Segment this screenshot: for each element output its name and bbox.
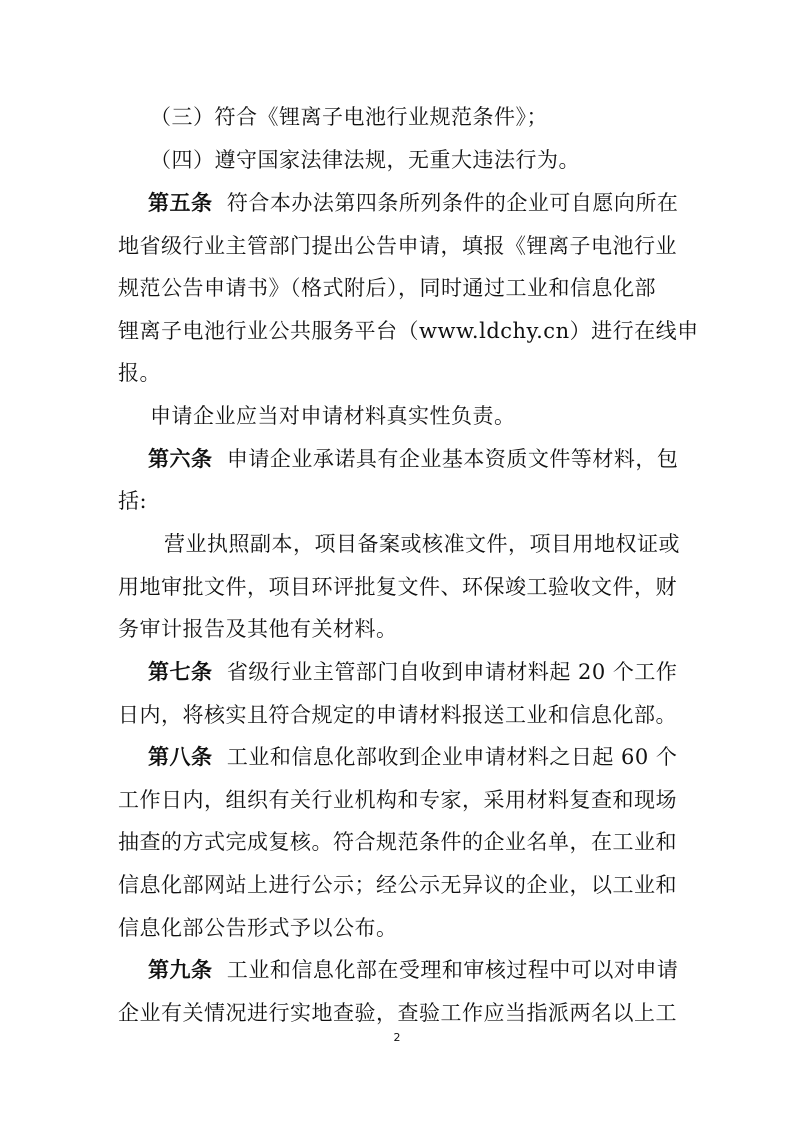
article-5-line-6: 申请企业应当对申请材料真实性负责。 <box>150 404 516 428</box>
article-7-text-1: 省级行业主管部门自收到申请材料起 20 个工作 <box>226 660 678 684</box>
clause-4: （四）遵守国家法律法规，无重大违法行为。 <box>150 148 580 172</box>
article-9-line-2: 企业有关情况进行实地查验，查验工作应当指派两名以上工 <box>118 1001 677 1025</box>
article-6-text-1: 申请企业承诺具有企业基本资质文件等材料，包 <box>226 447 679 471</box>
article-6-line-3: 营业执照副本，项目备案或核准文件，项目用地权证或 <box>164 532 680 556</box>
article-9-line-1 <box>148 956 708 984</box>
article-5-text-1: 符合本办法第四条所列条件的企业可自愿向所在 <box>226 191 679 215</box>
article-6-heading: 第六条 <box>148 446 213 471</box>
article-5-line-5: 报。 <box>118 361 161 385</box>
article-6-line-4: 用地审批文件，项目环评批复文件、环保竣工验收文件，财 <box>118 575 677 599</box>
article-8-line-4: 信息化部网站上进行公示；经公示无异议的企业，以工业和 <box>118 873 677 897</box>
clause-3: （三）符合《锂离子电池行业规范条件》； <box>150 105 548 129</box>
article-5-heading: 第五条 <box>148 190 213 215</box>
article-8-heading: 第八条 <box>148 744 213 769</box>
article-5-line-3: 规范公告申请书》（格式附后），同时通过工业和信息化部 <box>118 276 656 300</box>
page-number: 2 <box>393 1031 401 1044</box>
article-8-line-3: 抽查的方式完成复核。符合规范条件的企业名单，在工业和 <box>118 830 677 854</box>
article-8-text-1: 工业和信息化部收到企业申请材料之日起 60 个 <box>226 745 678 769</box>
article-8-line-5: 信息化部公告形式予以公布。 <box>118 916 398 940</box>
article-5-line-1 <box>148 189 708 217</box>
article-5-line-2: 地省级行业主管部门提出公告申请，填报《锂离子电池行业 <box>118 234 677 258</box>
article-6-line-1 <box>148 445 708 473</box>
article-8-line-2: 工作日内，组织有关行业机构和专家，采用材料复查和现场 <box>118 788 677 812</box>
article-9-text-1: 工业和信息化部在受理和审核过程中可以对申请 <box>226 958 679 982</box>
article-9-heading: 第九条 <box>148 957 213 982</box>
article-5-line-4: 锂离子电池行业公共服务平台（www.ldchy.cn）进行在线申 <box>118 319 699 343</box>
article-6-line-2: 括: <box>118 489 148 513</box>
article-7-heading: 第七条 <box>148 659 213 684</box>
article-6-line-5: 务审计报告及其他有关材料。 <box>118 617 398 641</box>
article-8-line-1 <box>148 743 708 771</box>
article-7-line-2: 日内，将核实且符合规定的申请材料报送工业和信息化部。 <box>118 703 677 727</box>
article-7-line-1 <box>148 658 708 686</box>
